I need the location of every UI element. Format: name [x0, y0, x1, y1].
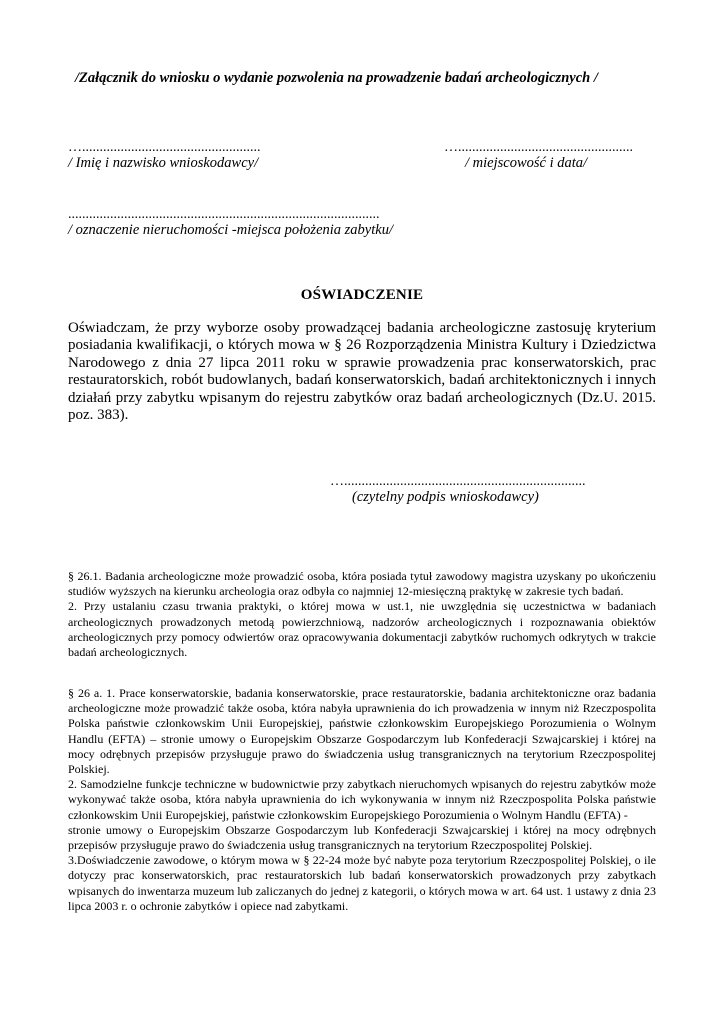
legal-note-section-26a: [68, 686, 656, 914]
legal-paragraph: 2. Samodzielne funkcje techniczne w budownictwie przy zabytkach nieruchomych wpisanych do rejestru zabytków może wykonywać także osoba, która nabyła uprawnienia do ich wykonywania w innym niż Rzeczpospolita Polska państwie członkowskim Unii Europejskiej, państwie członkowskim Europejskiego Porozumienia o Wolnym Handlu (EFTA) -: [68, 777, 656, 822]
place-date-line: …..................................................: [444, 140, 633, 155]
annex-title: /Załącznik do wniosku o wydanie pozwolenia na prowadzenie badań archeologicznych /: [75, 70, 598, 86]
legal-paragraph: 3.Doświadczenie zawodowe, o którym mowa w § 22-24 może być nabyte poza terytorium Rzeczpospolitej Polskiej, o ile dotyczy prac konserwatorskich, prac restauratorskich lub badań konserwatorskich prowadzonych przy zabytkach wpisanych do inwentarza muzeum lub zaliczanych do jednej z kategorii, o których mowa w art. 64 ust. 1 ustawy z dnia 23 lipca 2003 r. o ochronie zabytków i opiece nad zabytkami.: [68, 853, 656, 913]
place-date-label: / miejscowość i data/: [465, 155, 588, 171]
legal-paragraph: stronie umowy o Europejskim Obszarze Gospodarczym lub Konfederacji Szwajcarskiej i której na mocy odrębnych przepisów przysługuje prawo do świadczenia usług transgranicznych na terytorium Rzeczpospolitej Polskiej.: [68, 822, 656, 853]
property-label: / oznaczenie nieruchomości -miejsca położenia zabytku/: [68, 222, 393, 238]
signature-line: ….....................................................................: [330, 474, 586, 489]
applicant-name-label: / Imię i nazwisko wnioskodawcy/: [68, 155, 259, 171]
property-line: .........................................................................................: [68, 207, 380, 222]
legal-note-section-26: [68, 569, 656, 660]
declaration-title: OŚWIADCZENIE: [300, 287, 424, 303]
applicant-name-line: …...................................................: [68, 140, 261, 155]
legal-paragraph: § 26.1. Badania archeologiczne może prowadzić osoba, która posiada tytuł zawodowy magistra uzyskany po ukończeniu studiów wyższych na kierunku archeologia oraz odbyła co najmniej 12-miesięczną praktykę w zakresie tych badań.: [68, 569, 656, 599]
legal-paragraph: § 26 a. 1. Prace konserwatorskie, badania konserwatorskie, prace restauratorskie, badania architektoniczne oraz badania archeologiczne może prowadzić także osoba, która nabyła uprawnienia do ich prowadzenia w innym niż Rzeczpospolita Polska państwie członkowskim Unii Europejskiej, państwie członkowskim Europejskiego Porozumienia o Wolnym Handlu (EFTA) – stronie umowy o Europejskim Obszarze Gospodarczym lub Konfederacji Szwajcarskiej i której na mocy odrębnych przepisów przysługuje prawo do świadczenia usług transgranicznych na terytorium Rzeczpospolitej Polskiej.: [68, 686, 656, 777]
declaration-body: Oświadczam, że przy wyborze osoby prowadzącej badania archeologiczne zastosuję kryterium posiadania kwalifikacji, o których mowa w § 26 Rozporządzenia Ministra Kultury i Dziedzictwa Narodowego z dnia 27 lipca 2011 roku w sprawie prowadzenia prac konserwatorskich, prac restauratorskich, robót budowlanych, badań konserwatorskich, badań architektonicznych i innych działań przy zabytku wpisanym do rejestru zabytków oraz badań archeologicznych (Dz.U. 2015. poz. 383).: [68, 320, 656, 424]
signature-label: (czytelny podpis wnioskodawcy): [352, 489, 539, 505]
legal-paragraph: 2. Przy ustalaniu czasu trwania praktyki, o której mowa w ust.1, nie uwzględnia się uczestnictwa w badaniach archeologicznych prowadzonych metodą powierzchniową, nadzorów archeologicznych i rozpoznawania obiektów archeologicznych przy pomocy odwiertów oraz opracowywania dokumentacji zabytków ruchomych odkrytych w trakcie badań archeologicznych.: [68, 599, 656, 660]
